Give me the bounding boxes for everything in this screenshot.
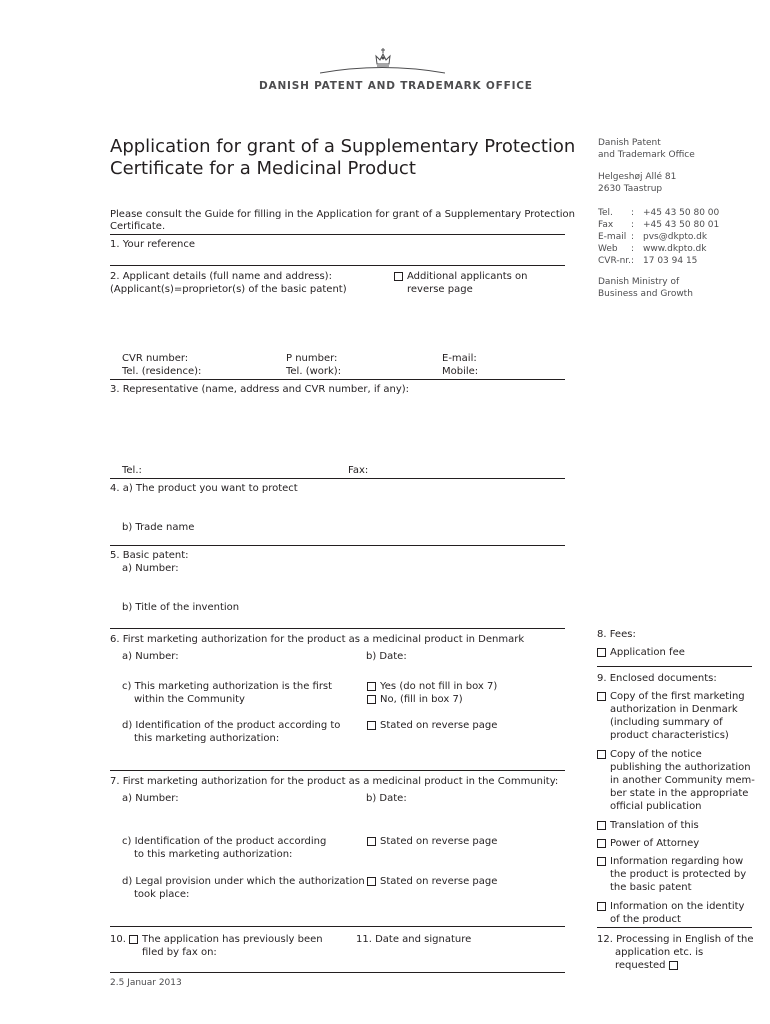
no-label: No, (fill in box 7) [380, 694, 463, 705]
dk-auth-date-label: b) Date: [366, 651, 407, 662]
divider [110, 234, 565, 235]
community-identification-line2: to this marketing authorization: [134, 849, 293, 860]
contact-sep: : [631, 244, 635, 254]
additional-applicants-line2: reverse page [407, 284, 473, 295]
section-1-label: 1. Your reference [110, 239, 195, 250]
no-checkbox[interactable] [367, 695, 376, 704]
doc-protection-info-line2: the product is protected by [610, 869, 747, 880]
divider [110, 770, 565, 771]
dk-auth-number-label: a) Number: [122, 651, 179, 662]
crown-logo-icon [320, 46, 445, 76]
version-footer: 2.5 Januar 2013 [110, 978, 182, 988]
dk-identification-line1: d) Identification of the product according to [122, 720, 341, 731]
contact-web-label: Web [598, 244, 618, 254]
doc-first-authorization-checkbox[interactable] [597, 692, 606, 701]
legal-provision-line2: took place: [134, 889, 190, 900]
section-2-label-line1: 2. Applicant details (full name and address): [110, 271, 332, 282]
sidebar-org-line2: and Trademark Office [598, 150, 695, 160]
dk-stated-reverse-label: Stated on reverse page [380, 720, 498, 731]
contact-sep: : [631, 208, 635, 218]
application-fee-label: Application fee [610, 647, 685, 658]
doc-notice-line5: official publication [610, 801, 702, 812]
sidebar-address-line2: 2630 Taastrup [598, 184, 663, 194]
section-4-label: 4. a) The product you want to protect [110, 483, 298, 494]
divider [597, 666, 752, 667]
doc-protection-info-line1: Information regarding how [610, 856, 744, 867]
contact-email-label: E-mail [598, 232, 627, 242]
office-name: DANISH PATENT AND TRADEMARK OFFICE [259, 80, 533, 92]
contact-tel-value: +45 43 50 80 00 [643, 208, 720, 218]
intro-line1: Please consult the Guide for filling in the Application for grant of a Supplementary Protection [110, 209, 575, 220]
contact-tel-label: Tel. [598, 208, 613, 218]
doc-power-of-attorney-label: Power of Attorney [610, 838, 700, 849]
section-2-label-line2: (Applicant(s)=proprietor(s) of the basic patent) [110, 284, 347, 295]
previously-filed-line2: filed by fax on: [142, 947, 217, 958]
sidebar-ministry-line1: Danish Ministry of [598, 277, 680, 287]
contact-sep: : [631, 232, 635, 242]
doc-protection-info-checkbox[interactable] [597, 857, 606, 866]
previously-filed-checkbox[interactable] [129, 935, 138, 944]
first-in-community-line1: c) This marketing authorization is the first [122, 681, 333, 692]
section-9-label: 9. Enclosed documents: [597, 673, 717, 684]
sidebar-ministry-line2: Business and Growth [598, 289, 693, 299]
sidebar-address-line1: Helgeshøj Allé 81 [598, 172, 677, 182]
divider [110, 926, 565, 927]
section-3-label: 3. Representative (name, address and CVR number, if any): [110, 384, 410, 395]
doc-identity-info-line2: of the product [610, 914, 681, 925]
divider [110, 972, 565, 973]
divider [110, 478, 565, 479]
doc-protection-info-line3: the basic patent [610, 882, 692, 893]
previously-filed-line1: The application has previously been [142, 934, 323, 945]
divider [110, 545, 565, 546]
contact-cvr-value: 17 03 94 15 [643, 256, 698, 266]
divider [110, 628, 565, 629]
doc-notice-line3: in another Community mem- [610, 775, 755, 786]
additional-applicants-checkbox[interactable] [394, 272, 403, 281]
doc-notice-checkbox[interactable] [597, 750, 606, 759]
community-stated-reverse-checkbox[interactable] [367, 837, 376, 846]
doc-first-authorization-line1: Copy of the first marketing [610, 691, 745, 702]
doc-notice-line2: publishing the authorization [610, 762, 751, 773]
invention-title-label: b) Title of the invention [122, 602, 240, 613]
doc-translation-label: Translation of this [610, 820, 699, 831]
contact-fax-label: Fax [598, 220, 614, 230]
tel-work-label: Tel. (work): [286, 366, 342, 377]
section-12-line3: requested [615, 960, 666, 971]
contact-sep: : [631, 256, 635, 266]
doc-identity-info-line1: Information on the identity [610, 901, 745, 912]
community-identification-line1: c) Identification of the product according [122, 836, 327, 847]
cvr-number-label: CVR number: [122, 353, 189, 364]
section-11-label: 11. Date and signature [356, 934, 472, 945]
rep-tel-label: Tel.: [122, 465, 142, 476]
contact-sep: : [631, 220, 635, 230]
application-fee-checkbox[interactable] [597, 648, 606, 657]
doc-power-of-attorney-checkbox[interactable] [597, 839, 606, 848]
section-8-label: 8. Fees: [597, 629, 636, 640]
legal-provision-line1: d) Legal provision under which the authorization [122, 876, 365, 887]
trade-name-label: b) Trade name [122, 522, 195, 533]
doc-first-authorization-line2: authorization in Denmark [610, 704, 738, 715]
section-7-label: 7. First marketing authorization for the product as a medicinal product in the Community: [110, 776, 559, 787]
basic-patent-number-label: a) Number: [122, 563, 179, 574]
english-processing-checkbox[interactable] [669, 961, 678, 970]
divider [110, 379, 565, 380]
intro-line2: Certificate. [110, 221, 166, 232]
community-auth-number-label: a) Number: [122, 793, 179, 804]
mobile-label: Mobile: [442, 366, 479, 377]
contact-cvr-label: CVR-nr. [598, 256, 632, 266]
section-12-line2: application etc. is [615, 947, 704, 958]
section-12-line1: 12. Processing in English of the [597, 934, 754, 945]
section-5-label: 5. Basic patent: [110, 550, 189, 561]
legal-stated-reverse-label: Stated on reverse page [380, 876, 498, 887]
first-in-community-line2: within the Community [134, 694, 245, 705]
divider [597, 927, 752, 928]
yes-label: Yes (do not fill in box 7) [380, 681, 498, 692]
page-title-line2: Certificate for a Medicinal Product [110, 158, 416, 179]
dk-identification-line2: this marketing authorization: [134, 733, 280, 744]
contact-fax-value: +45 43 50 80 01 [643, 220, 720, 230]
sidebar-org-line1: Danish Patent [598, 138, 661, 148]
email-label: E-mail: [442, 353, 477, 364]
doc-notice-line4: ber state in the appropriate [610, 788, 749, 799]
page-title-line1: Application for grant of a Supplementary Protection [110, 136, 576, 157]
section-6-label: 6. First marketing authorization for the product as a medicinal product in Denmark [110, 634, 525, 645]
doc-identity-info-checkbox[interactable] [597, 902, 606, 911]
community-stated-reverse-label: Stated on reverse page [380, 836, 498, 847]
divider [110, 265, 565, 266]
tel-residence-label: Tel. (residence): [122, 366, 202, 377]
community-auth-date-label: b) Date: [366, 793, 407, 804]
section-10-number: 10. [110, 934, 126, 945]
additional-applicants-line1: Additional applicants on [407, 271, 528, 282]
doc-first-authorization-line3: (including summary of [610, 717, 723, 728]
legal-stated-reverse-checkbox[interactable] [367, 877, 376, 886]
yes-checkbox[interactable] [367, 682, 376, 691]
rep-fax-label: Fax: [348, 465, 369, 476]
dk-stated-reverse-checkbox[interactable] [367, 721, 376, 730]
contact-email-value: pvs@dkpto.dk [643, 232, 708, 242]
p-number-label: P number: [286, 353, 338, 364]
doc-translation-checkbox[interactable] [597, 821, 606, 830]
doc-first-authorization-line4: product characteristics) [610, 730, 729, 741]
doc-notice-line1: Copy of the notice [610, 749, 702, 760]
contact-web-value: www.dkpto.dk [643, 244, 707, 254]
